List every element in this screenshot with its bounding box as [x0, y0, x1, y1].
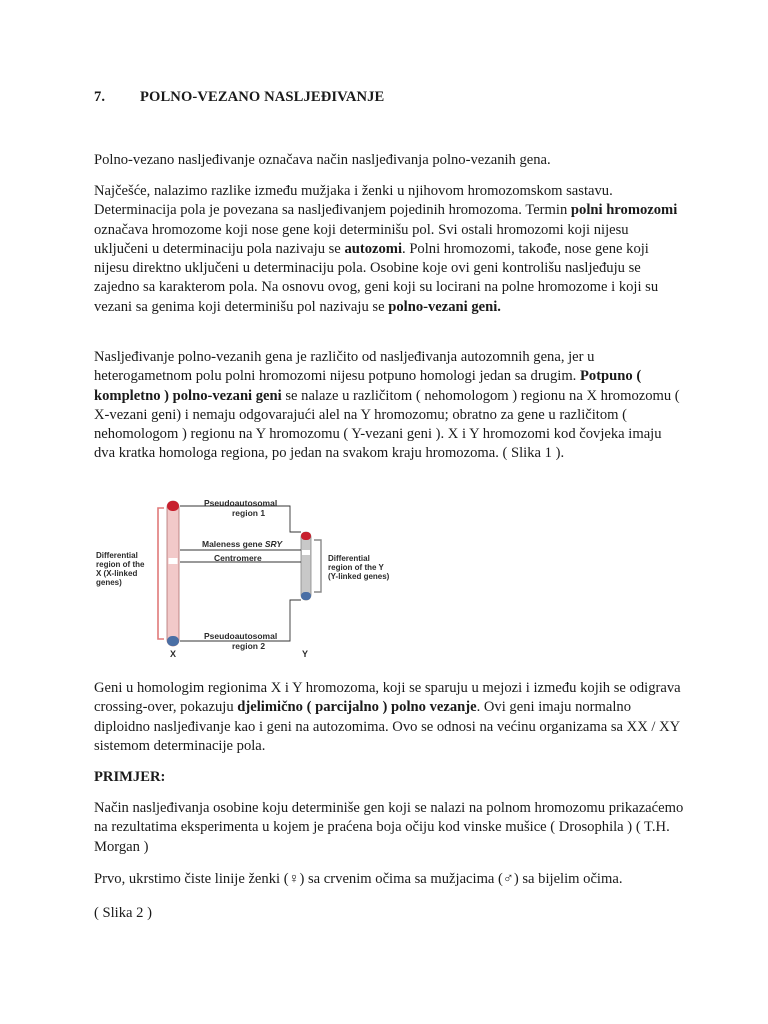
label-diffy-2: region of the Y [328, 563, 384, 572]
term-polni-hromozomi: polni hromozomi [570, 202, 678, 219]
chromosome-figure [94, 494, 394, 659]
section-heading [94, 88, 384, 107]
label-maleness: Maleness gene SRY [202, 539, 283, 549]
pseudoautosomal-region-1-y [301, 532, 311, 540]
example-heading: PRIMJER: [94, 769, 166, 785]
y-chromosome [301, 532, 311, 600]
connector-lines [180, 506, 301, 641]
label-diffy-3: (Y-linked genes) [328, 572, 390, 581]
term-potpuno-vezani-geni: Potpuno ( kompletno ) polno-vezani geni [94, 368, 642, 404]
text-run: . Ovi geni imaju normalno diploidno nasljeđivanje kao i geni na autozomima. Ovo se odnosi na većinu organizama sa XX / XY sistemom determinacije pola. [94, 699, 680, 754]
term-djelimicno-vezanje: djelimično ( parcijalno ) polno vezanje [237, 699, 477, 716]
centromere-x [169, 558, 178, 564]
bracket-y-differential [314, 540, 321, 592]
term-polno-vezani-geni: polno-vezani geni. [388, 298, 501, 315]
label-diffx-1: Differential [96, 551, 138, 560]
figure-reference: ( Slika 2 ) [94, 905, 152, 921]
label-diffy-1: Differential [328, 554, 370, 563]
paragraph-sex-chromosomes [94, 182, 684, 317]
term-autozomi: autozomi [344, 240, 403, 257]
text-run: označava hromozome koji nose gene koji determinišu pol. Svi ostali hromozomi koji nijesu uključeni u determinaciju pola nazivaju se [94, 221, 629, 257]
label-diffx-3: X (X-linked [96, 569, 138, 578]
text-run: . Polni hromozomi, takođe, nose gene koji nijesu direktno uključeni u determinaciju pola. Osobine koje ovi geni kontrolišu nasljeđuju se zajedno sa karakterom pola. Na osnovu ovog, geni koji su locirani na polne hromozome i koji su vezani sa genima koji determinišu pol nazivaju se [94, 240, 659, 315]
label-pa2-line1: Pseudoautosomal [204, 631, 278, 641]
label-pa1-line2: region 1 [232, 508, 266, 518]
pseudoautosomal-region-2-x [167, 636, 179, 646]
paragraph-cross: Prvo, ukrstimo čiste linije ženki (♀) sa crvenim očima sa mužjacima (♂) sa bijelim očima. [94, 871, 623, 887]
section-title: POLNO-VEZANO NASLJEĐIVANJE [140, 89, 385, 105]
text-run: se nalaze u različitom ( nehomologom ) regionu na X hromozomu ( X-vezani geni) i nemaju odgovarajući alel na Y hromozomu; obratno za gene u različitom ( nehomologom ) regionu na Y hromozomu ( Y-vezani geni ). X i Y hromozomi kod čovjeka imaju dva kratka homologa regiona, po jedan na svakom kraju hromozoma. ( Slika 1 ). [94, 387, 680, 462]
pseudoautosomal-region-1-x [167, 501, 179, 511]
paragraph-example: Način nasljeđivanja osobine koju determiniše gen koji se nalazi na polnom hromozomu prikazaćemo na rezultatima eksperimenta u kojem je praćena boja očiju kod vinske mušice ( Drosophila ) ( T.H. Morgan ) [94, 800, 684, 855]
label-y: Y [302, 649, 309, 659]
x-chromosome [167, 501, 179, 646]
section-number: 7. [94, 89, 106, 105]
label-centromere: Centromere [214, 553, 262, 563]
text-run: Geni u homologim regionima X i Y hromozoma, koji se sparuju u mejozi i između kojih se odigrava crossing-over, pokazuju [94, 680, 681, 716]
label-diffx-4: genes) [96, 578, 122, 587]
text-run: Nasljeđivanje polno-vezanih gena je različito od nasljeđivanja autozomnih gena, jer u heterogametnom polu polni hromozomi nijesu potpuno homologi jedan sa drugim. [94, 349, 595, 385]
paragraph-homologous-regions [94, 679, 684, 756]
paragraph-intro: Polno-vezano nasljeđivanje označava način nasljeđivanja polno-vezanih gena. [94, 152, 551, 168]
pseudoautosomal-region-2-y [301, 592, 311, 600]
text-run: Najčešće, nalazimo razlike između mužjaka i ženki u njihovom hromozomskom sastavu. Determinacija pola je povezana sa nasljeđivanjem pojedinih hromozoma. Termin [94, 183, 613, 219]
label-x: X [170, 649, 177, 659]
bracket-x-differential [158, 508, 164, 639]
centromere-y [302, 550, 310, 555]
paragraph-linked-genes [94, 348, 684, 464]
label-diffx-2: region of the [96, 560, 145, 569]
label-pa2-line2: region 2 [232, 641, 266, 651]
label-pa1-line1: Pseudoautosomal [204, 498, 278, 508]
